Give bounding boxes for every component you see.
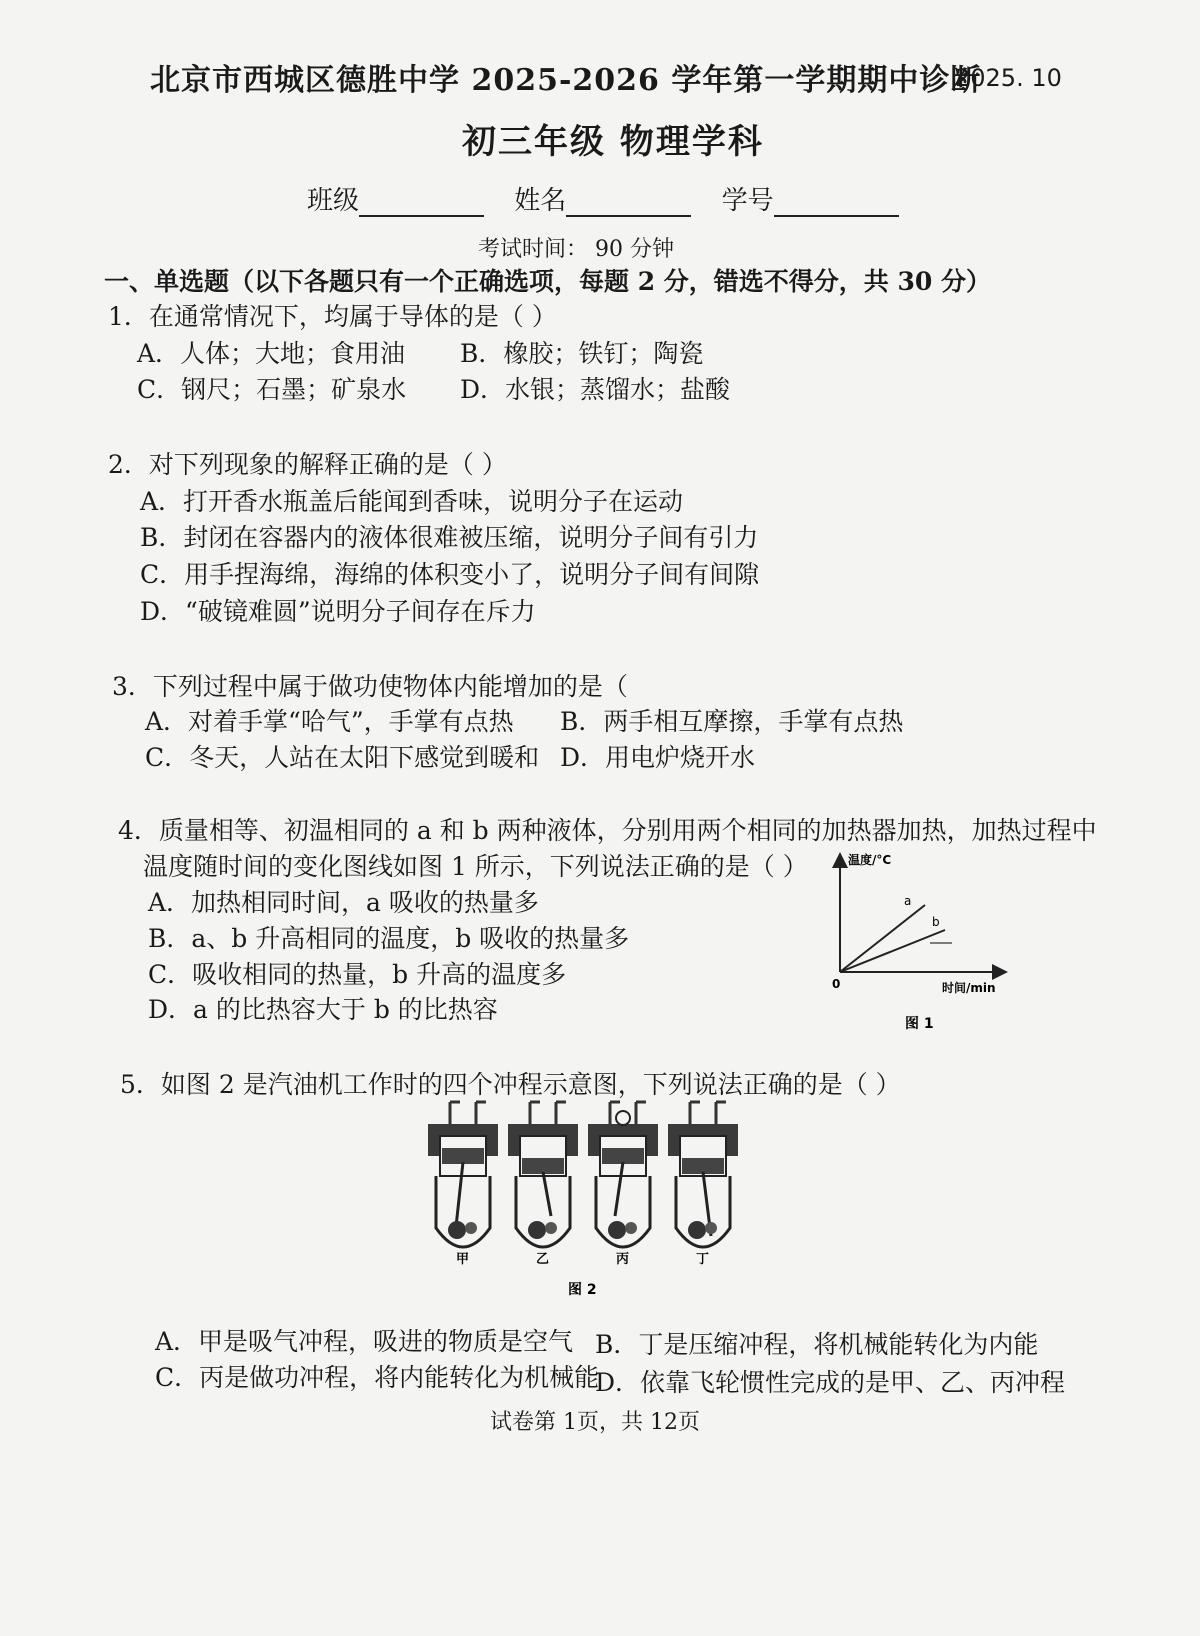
figure-1-caption: 图 1 xyxy=(905,1016,934,1032)
student-id-blank[interactable] xyxy=(774,195,899,217)
q3-option-d: D．用电炉烧开水 xyxy=(560,743,756,772)
q4-option-a: A．加热相同时间，a 吸收的热量多 xyxy=(148,888,539,917)
q2-option-d: D．“破镜难圆”说明分子间存在斥力 xyxy=(140,597,536,626)
q1-option-a: A．人体；大地；食用油 xyxy=(137,339,406,368)
student-id-label: 学号 xyxy=(721,186,774,216)
q3-stem: 3．下列过程中属于做功使物体内能增加的是（ xyxy=(112,672,628,701)
q4-option-d: D．a 的比热容大于 b 的比热容 xyxy=(148,995,498,1024)
q2-option-c: C．用手捏海绵，海绵的体积变小了，说明分子间有间隙 xyxy=(140,560,760,589)
figure-1-graph xyxy=(820,850,1020,1040)
q4-option-b: B．a、b 升高相同的温度，b 吸收的热量多 xyxy=(148,924,630,953)
engine-label-2: 乙 xyxy=(536,1252,550,1267)
q3-option-c: C．冬天，人站在太阳下感觉到暖和 xyxy=(145,743,540,772)
engine-label-4: 丁 xyxy=(696,1252,710,1267)
exam-date: 2025. 10 xyxy=(955,64,1062,92)
name-label: 姓名 xyxy=(514,186,567,216)
figure-2-engine-strokes xyxy=(420,1098,750,1298)
q1-option-c: C．钢尺；石墨；矿泉水 xyxy=(137,375,407,404)
engine-stroke-4 xyxy=(668,1102,738,1267)
engine-label-1: 甲 xyxy=(456,1252,470,1267)
q2-option-b: B．封闭在容器内的液体很难被压缩，说明分子间有引力 xyxy=(140,523,759,552)
engine-stroke-1 xyxy=(428,1102,498,1267)
q5-option-b: B．丁是压缩冲程，将机械能转化为内能 xyxy=(595,1330,1039,1359)
q2-stem: 2．对下列现象的解释正确的是（ ） xyxy=(108,450,507,479)
q3-option-a: A．对着手掌“哈气”，手掌有点热 xyxy=(145,707,514,736)
q1-option-d: D．水银；蒸馏水；盐酸 xyxy=(460,375,731,404)
name-blank[interactable] xyxy=(566,195,691,217)
figure-2-caption: 图 2 xyxy=(568,1282,597,1298)
origin-label: 0 xyxy=(832,977,841,991)
q4-option-c: C．吸收相同的热量，b 升高的温度多 xyxy=(148,960,567,989)
x-axis-label: 时间/min xyxy=(942,981,996,995)
q3-option-b: B．两手相互摩擦，手掌有点热 xyxy=(560,707,904,736)
q5-option-d: D．依靠飞轮惯性完成的是甲、乙、丙冲程 xyxy=(595,1368,1066,1397)
exam-subtitle: 初三年级 物理学科 xyxy=(462,122,764,162)
q4-stem-line2: 温度随时间的变化图线如图 1 所示，下列说法正确的是（ ） xyxy=(143,852,808,881)
engine-stroke-2 xyxy=(508,1102,578,1267)
student-info-fields xyxy=(307,180,921,217)
q5-stem: 5．如图 2 是汽油机工作时的四个冲程示意图，下列说法正确的是（ ） xyxy=(120,1070,901,1099)
q5-option-a: A．甲是吸气冲程，吸进的物质是空气 xyxy=(155,1327,574,1356)
engine-label-3: 丙 xyxy=(616,1252,630,1267)
class-blank[interactable] xyxy=(359,195,484,217)
section-title: 一、单选题（以下各题只有一个正确选项，每题 2 分，错选不得分，共 30 分） xyxy=(104,267,992,296)
spark-plug-icon xyxy=(616,1111,630,1125)
engine-stroke-3 xyxy=(588,1102,658,1267)
line-a xyxy=(840,905,925,972)
q1-option-b: B．橡胶；铁钉；陶瓷 xyxy=(460,339,704,368)
y-axis-label: 温度/°C xyxy=(848,853,892,867)
page-footer: 试卷第 1页，共 12页 xyxy=(490,1410,700,1435)
line-b-label: b xyxy=(932,915,940,929)
q4-stem-line1: 4．质量相等、初温相同的 a 和 b 两种液体，分别用两个相同的加热器加热，加热过程中 xyxy=(118,816,1097,845)
class-label: 班级 xyxy=(307,186,360,216)
exam-time: 考试时间： 90 分钟 xyxy=(478,237,674,262)
line-b xyxy=(840,930,945,972)
q5-option-c: C．丙是做功冲程，将内能转化为机械能 xyxy=(155,1363,600,1392)
exam-title: 北京市西城区德胜中学 2025-2026 学年第一学期期中诊断 xyxy=(150,63,982,98)
q1-stem: 1．在通常情况下，均属于导体的是（ ） xyxy=(108,302,557,331)
q2-option-a: A．打开香水瓶盖后能闻到香味，说明分子在运动 xyxy=(140,487,684,516)
line-a-label: a xyxy=(904,894,912,908)
